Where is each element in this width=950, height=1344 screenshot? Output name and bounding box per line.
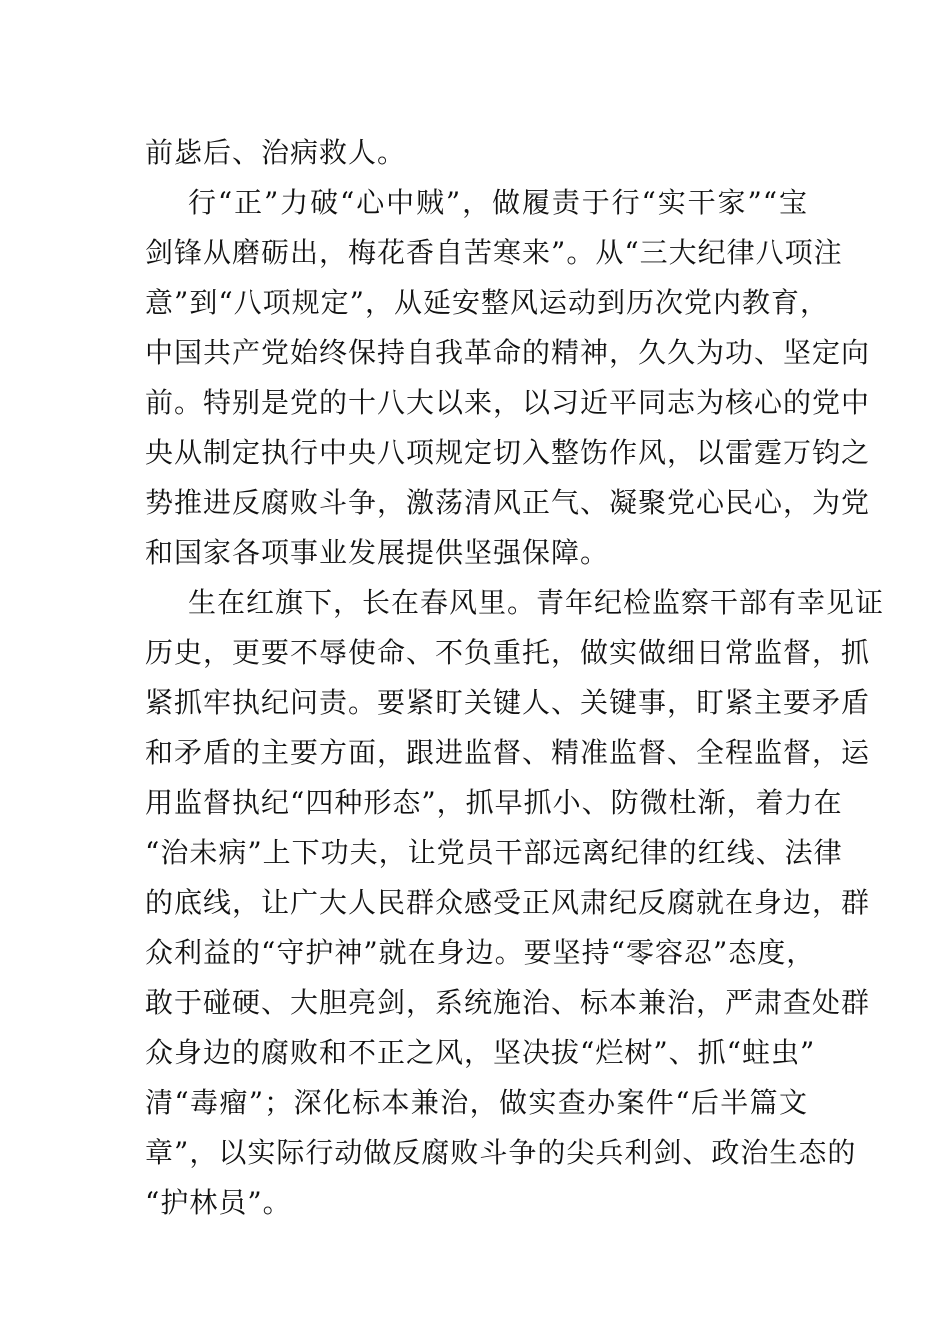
paragraph xyxy=(145,128,808,178)
text-line: 历史，更要不辱使命、不负重托，做实做细日常监督，抓 xyxy=(145,636,871,669)
text-line: 的底线，让广大人民群众感受正风肃纪反腐就在身边，群 xyxy=(145,886,871,919)
text-line: 紧抓牢执纪问责。要紧盯关键人、关键事，盯紧主要矛盾 xyxy=(145,686,871,719)
text-line: 中国共产党始终保持自我革命的精神，久久为功、坚定向 xyxy=(145,336,871,369)
text-line: 前毖后、治病救人。 xyxy=(145,136,407,169)
text-line: 众利益的“守护神”就在身边。要坚持“零容忍”态度， xyxy=(145,936,816,969)
text-line: 清“毒瘤”；深化标本兼治，做实查办案件“后半篇文 xyxy=(145,1086,808,1119)
text-line: 章”，以实际行动做反腐败斗争的尖兵利剑、政治生态的 xyxy=(145,1136,857,1169)
paragraph xyxy=(145,578,885,1228)
text-line: 势推进反腐败斗争，激荡清风正气、凝聚党心民心，为党 xyxy=(145,486,871,519)
text-line: 剑锋从磨砺出，梅花香自苦寒来”。从“三大纪律八项注 xyxy=(145,236,843,269)
text-line: 生在红旗下，长在春风里。青年纪检监察干部有幸见证 xyxy=(188,586,885,619)
paragraph xyxy=(145,178,871,578)
text-line: 敢于碰硬、大胆亮剑，系统施治、标本兼治，严肃查处群 xyxy=(145,986,871,1019)
text-line: 行“正”力破“心中贼”，做履责于行“实干家”“宝 xyxy=(188,186,808,219)
text-line: 央从制定执行中央八项规定切入整饬作风，以雷霆万钧之 xyxy=(145,436,871,469)
document-body xyxy=(145,128,885,1228)
text-line: 和矛盾的主要方面，跟进监督、精准监督、全程监督，运 xyxy=(145,736,871,769)
text-line: 意”到“八项规定”，从延安整风运动到历次党内教育， xyxy=(145,286,829,319)
text-line: 用监督执纪“四种形态”，抓早抓小、防微杜渐，着力在 xyxy=(145,786,843,819)
text-line: 和国家各项事业发展提供坚强保障。 xyxy=(145,536,610,569)
text-line: 众身边的腐败和不正之风，坚决拔“烂树”、抓“蛀虫” xyxy=(145,1036,816,1069)
text-line: 前。特别是党的十八大以来，以习近平同志为核心的党中 xyxy=(145,386,871,419)
text-line: “护林员”。 xyxy=(145,1186,292,1219)
text-line: “治未病”上下功夫，让党员干部远离纪律的红线、法律 xyxy=(145,836,843,869)
